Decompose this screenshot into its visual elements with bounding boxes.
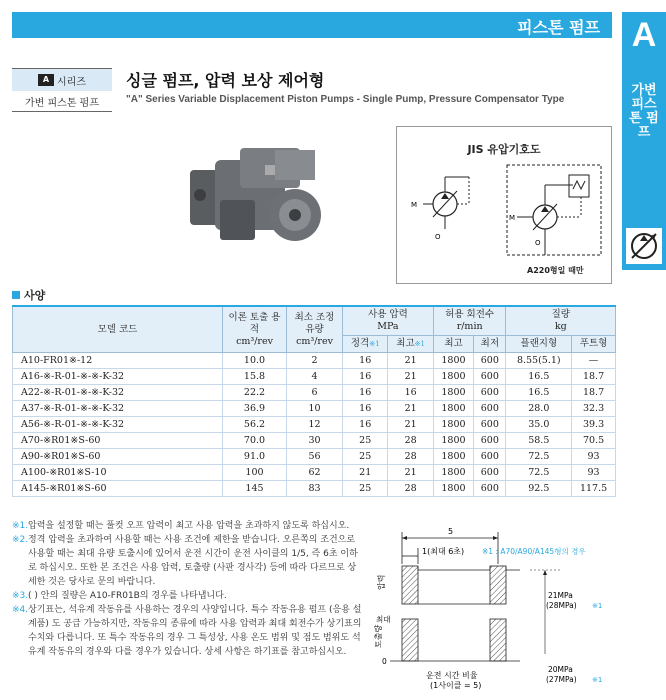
table-row	[13, 369, 616, 385]
table-row	[13, 449, 616, 465]
table-cell: 70.5	[572, 433, 616, 449]
table-cell: A16-※-R-01-※-※-K-32	[13, 369, 223, 385]
table-cell: 1800	[433, 449, 473, 465]
jis-symbol-panel	[396, 126, 612, 284]
table-cell: 1800	[433, 481, 473, 497]
table-cell: A145-※R01※S-60	[13, 481, 223, 497]
table-cell: 32.3	[572, 401, 616, 417]
table-cell: 16.5	[506, 385, 572, 401]
table-cell: 21	[388, 417, 433, 433]
table-cell: 1800	[433, 385, 473, 401]
square-bullet-icon	[12, 291, 20, 299]
diagram-y-pressure: 압력	[377, 574, 386, 590]
pump-symbol-icon	[626, 228, 662, 264]
table-cell: 21	[343, 465, 388, 481]
col-pressure: 사용 압력 MPa	[343, 306, 434, 336]
table-cell: 93	[572, 465, 616, 481]
table-cell: 70.0	[223, 433, 287, 449]
series-label: 시리즈	[57, 76, 86, 88]
footnote-text: 정격 압력을 초과하여 사용할 때는 사용 조건에 제한을 받습니다. 오른쪽의 조건으로 사용할 때는 최대 유량 토출시에 있어서 운전 시간이 운전 사이클의 1/5, 즉 6초 이하로 하십시오. 또한 본 조건은 사용 압력, 토출량 (사판 경사각) 등에 따라 다르므로 상세한 것은 당사로 문의 바랍니다.	[28, 535, 358, 587]
footnote	[12, 519, 364, 533]
table-cell: 21	[388, 401, 433, 417]
table-cell: 8.55(5.1)	[506, 353, 572, 369]
table-cell: 28	[388, 433, 433, 449]
svg-text:M: M	[509, 214, 516, 222]
table-cell: A70-※R01※S-60	[13, 433, 223, 449]
col-speed-max: 최고	[433, 336, 473, 353]
table-cell: 62	[287, 465, 343, 481]
operating-cycle-diagram	[370, 524, 620, 694]
table-cell: 4	[287, 369, 343, 385]
table-cell: 600	[474, 433, 506, 449]
footnote-mark: ※4.	[12, 605, 29, 615]
col-speed: 허용 회전수 r/min	[433, 306, 506, 336]
notes-section	[12, 519, 364, 659]
diagram-p-low-alt: (27MPa)	[546, 675, 577, 684]
diagram-zero: 0	[382, 657, 387, 666]
table-cell: A22-※-R-01-※-※-K-32	[13, 385, 223, 401]
table-cell: 2	[287, 353, 343, 369]
table-cell: 600	[474, 481, 506, 497]
table-cell: A37-※-R-01-※-※-K-32	[13, 401, 223, 417]
pump-photo	[180, 140, 340, 260]
table-row	[13, 353, 616, 369]
footnote-text: 상기표는, 석유계 작동유를 사용하는 경우의 사양입니다. 특수 작동유용 펌프 (응용 설계품) 도 공급 가능하지만, 작동유의 종류에 따라 사용 압력과 최대 회전수가 상기표의 수치와 다릅니다. 또 특수 작동유의 경우 그 특성상, 사용 온도 범위 및 점도 범위도 석유계 작동유의 경우와 다를 경우가 있습니다. 상세 사항은 하기표를 참고하십시오.	[28, 605, 362, 657]
col-mass-flange: 플랜지형	[506, 336, 572, 353]
table-cell: 25	[343, 433, 388, 449]
table-cell: 145	[223, 481, 287, 497]
table-cell: 600	[474, 369, 506, 385]
table-cell: 1800	[433, 369, 473, 385]
table-cell: 58.5	[506, 433, 572, 449]
table-row	[13, 465, 616, 481]
table-cell: 18.7	[572, 369, 616, 385]
col-theo-flow: 이론 토출 용적 cm³/rev	[223, 306, 287, 353]
col-model: 모델 코드	[13, 306, 223, 353]
table-cell: 16	[343, 369, 388, 385]
page-title: 싱글 펌프, 압력 보상 제어형	[126, 71, 325, 90]
diagram-p-low: 20MPa	[548, 665, 573, 674]
footnote-text: ( ) 안의 질량은 A10-FR01B의 경우를 나타냅니다.	[28, 591, 227, 601]
table-cell: 25	[343, 481, 388, 497]
table-row	[13, 417, 616, 433]
table-cell: 92.5	[506, 481, 572, 497]
header-bar	[12, 12, 612, 38]
table-cell: 21	[388, 465, 433, 481]
jis-title: JIS 유압기호도	[467, 143, 541, 156]
table-cell: 1800	[433, 353, 473, 369]
table-cell: 56.2	[223, 417, 287, 433]
table-row	[13, 401, 616, 417]
table-cell: 1800	[433, 465, 473, 481]
table-cell: 1800	[433, 417, 473, 433]
footnote-text: 압력을 설정할 때는 풀컷 오프 압력이 최고 사용 압력을 초과하지 않도록 하십시오.	[28, 521, 350, 531]
table-cell: 21	[388, 353, 433, 369]
footnote	[12, 533, 364, 589]
table-cell: 28	[388, 481, 433, 497]
diagram-note: ※1 : A70/A90/A145형의 경우	[482, 547, 586, 556]
table-cell: A90-※R01※S-60	[13, 449, 223, 465]
diagram-cycle-label: 1(최대 6초)	[422, 547, 465, 556]
table-cell: 16	[343, 353, 388, 369]
table-cell: A56-※-R-01-※-※-K-32	[13, 417, 223, 433]
col-min-flow: 최소 조정 유량 cm³/rev	[287, 306, 343, 353]
table-cell: 22.2	[223, 385, 287, 401]
table-cell: 1800	[433, 433, 473, 449]
svg-text:※1: ※1	[592, 602, 603, 610]
table-cell: 117.5	[572, 481, 616, 497]
table-cell: 35.0	[506, 417, 572, 433]
series-box	[12, 68, 112, 112]
spec-heading: 사양	[12, 287, 45, 303]
table-cell: 72.5	[506, 449, 572, 465]
table-cell: 600	[474, 449, 506, 465]
header-title: 피스톤 펌프	[517, 18, 600, 37]
table-cell: 600	[474, 417, 506, 433]
table-row	[13, 481, 616, 497]
diagram-x-label: 운전 시간 비율	[426, 671, 478, 680]
table-cell: 93	[572, 449, 616, 465]
spec-table	[12, 305, 616, 497]
diagram-y-flow: 토출량	[374, 624, 383, 648]
table-cell: —	[572, 353, 616, 369]
table-cell: 16	[343, 401, 388, 417]
side-tab-letter: A	[631, 16, 657, 54]
table-cell: 25	[343, 449, 388, 465]
table-cell: A100-※R01※S-10	[13, 465, 223, 481]
table-cell: 18.7	[572, 385, 616, 401]
svg-text:※1: ※1	[592, 676, 603, 684]
table-cell: 16.5	[506, 369, 572, 385]
jis-caption: A220형일 때만	[527, 266, 584, 275]
brand-logo-icon: A	[38, 74, 54, 86]
footnote-mark: ※2.	[12, 535, 29, 545]
footnote	[12, 603, 364, 659]
diagram-y-max: 최대	[376, 615, 391, 624]
table-cell: 600	[474, 385, 506, 401]
side-tab-text: 가변 피스톤 펌프	[629, 83, 659, 140]
table-cell: A10-FR01※-12	[13, 353, 223, 369]
table-cell: 600	[474, 353, 506, 369]
table-cell: 1800	[433, 401, 473, 417]
table-cell: 100	[223, 465, 287, 481]
series-subtitle: 가변 피스톤 펌프	[25, 98, 99, 109]
table-cell: 600	[474, 465, 506, 481]
table-cell: 30	[287, 433, 343, 449]
table-cell: 28.0	[506, 401, 572, 417]
table-cell: 10.0	[223, 353, 287, 369]
col-mass: 질량 kg	[506, 306, 616, 336]
table-cell: 16	[388, 385, 433, 401]
col-pressure-max: 최고※1	[388, 336, 433, 353]
table-cell: 16	[343, 385, 388, 401]
jis-hydraulic-symbol-icon	[405, 159, 605, 263]
table-cell: 91.0	[223, 449, 287, 465]
svg-text:O: O	[535, 239, 541, 247]
table-cell: 15.8	[223, 369, 287, 385]
table-cell: 56	[287, 449, 343, 465]
diagram-x-sub: (1사이클 = 5)	[430, 681, 482, 690]
table-cell: 16	[343, 417, 388, 433]
jis-label-o: O	[435, 233, 441, 241]
col-mass-foot: 푸트형	[572, 336, 616, 353]
table-cell: 21	[388, 369, 433, 385]
page-subtitle: "A" Series Variable Displacement Piston Pumps - Single Pump, Pressure Compensator Type	[126, 94, 565, 105]
jis-label-m: M	[411, 201, 418, 209]
col-pressure-rated: 정격※1	[343, 336, 388, 353]
table-row	[13, 433, 616, 449]
footnote	[12, 589, 364, 603]
table-cell: 83	[287, 481, 343, 497]
col-speed-min: 최저	[474, 336, 506, 353]
table-cell: 28	[388, 449, 433, 465]
table-cell: 72.5	[506, 465, 572, 481]
table-row	[13, 385, 616, 401]
table-cell: 39.3	[572, 417, 616, 433]
diagram-p-high-alt: (28MPa)	[546, 601, 577, 610]
side-index-tab[interactable]	[622, 12, 666, 270]
table-cell: 6	[287, 385, 343, 401]
footnote-mark: ※1.	[12, 521, 29, 531]
footnote-mark: ※3.	[12, 591, 29, 601]
table-cell: 10	[287, 401, 343, 417]
diagram-top-dim: 5	[448, 527, 454, 536]
table-cell: 12	[287, 417, 343, 433]
table-cell: 36.9	[223, 401, 287, 417]
table-cell: 600	[474, 401, 506, 417]
diagram-p-high: 21MPa	[548, 591, 573, 600]
